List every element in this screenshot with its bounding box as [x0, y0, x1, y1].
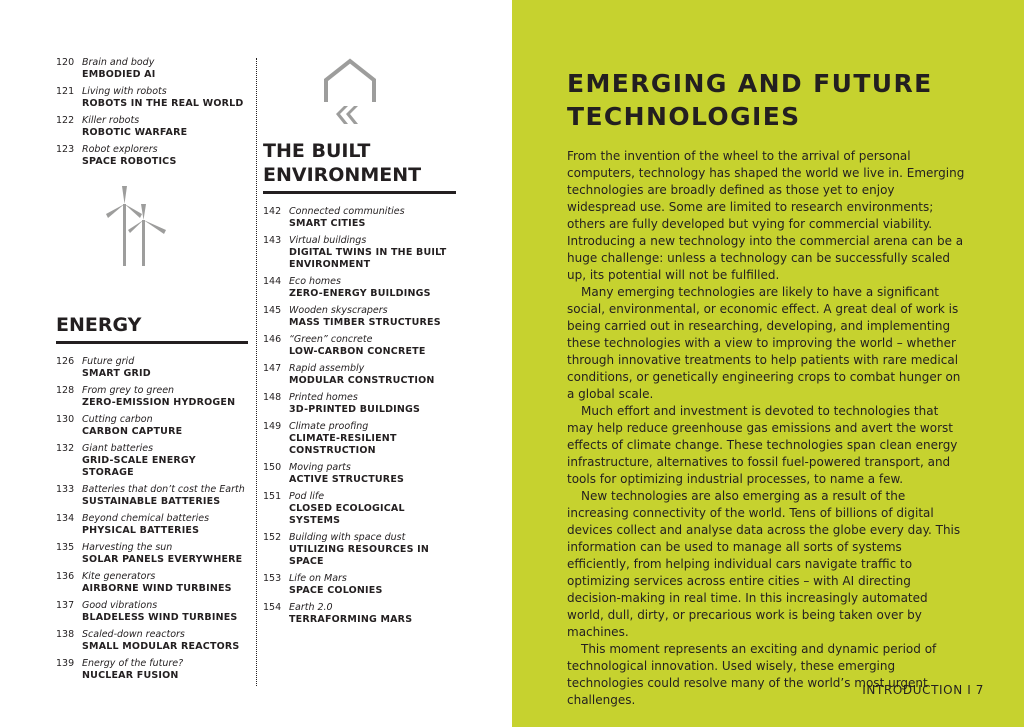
entry-title: LOW-CARBON CONCRETE: [289, 346, 426, 357]
entry-text: [289, 206, 459, 230]
built-environment-entries: [263, 206, 459, 626]
page-number: 154: [263, 602, 282, 613]
entry-title: CLIMATE-RESILIENT CONSTRUCTION: [289, 433, 397, 456]
contents-entry: [263, 462, 459, 486]
contents-entry: [263, 276, 459, 300]
entry-subtitle: Cutting carbon: [82, 414, 153, 425]
entry-subtitle: Virtual buildings: [289, 235, 367, 246]
entry-text: [82, 356, 248, 380]
entry-title: CLOSED ECOLOGICAL SYSTEMS: [289, 503, 405, 526]
built-environment-heading: THE BUILT ENVIRONMENT: [263, 139, 456, 194]
entry-text: [289, 392, 459, 416]
contents-entry: [56, 513, 248, 537]
entry-title: SUSTAINABLE BATTERIES: [82, 496, 221, 507]
contents-entry: [56, 571, 248, 595]
entry-title: EMBODIED AI: [82, 69, 156, 80]
entry-title: UTILIZING RESOURCES IN SPACE: [289, 544, 430, 567]
page-number: 138: [56, 629, 75, 640]
entry-subtitle: Living with robots: [82, 86, 167, 97]
entry-subtitle: Moving parts: [289, 462, 351, 473]
entry-subtitle: Batteries that don’t cost the Earth: [82, 484, 245, 495]
entry-text: [289, 421, 459, 457]
entry-title: ACTIVE STRUCTURES: [289, 474, 405, 485]
contents-entry: [263, 363, 459, 387]
entry-title: MASS TIMBER STRUCTURES: [289, 317, 441, 328]
introduction-text: [567, 148, 965, 709]
intro-paragraph: This moment represents an exciting and dynamic period of technological innovation. Used wisely, these emerging technologies could resolve many of the world’s most urgent challenges.: [567, 642, 937, 707]
entry-subtitle: Climate proofing: [289, 421, 369, 432]
entry-subtitle: “Green” concrete: [289, 334, 373, 345]
entry-text: [289, 491, 459, 527]
contents-entry: [56, 484, 248, 508]
page-number: 128: [56, 385, 75, 396]
entry-subtitle: Eco homes: [289, 276, 341, 287]
entry-title: SPACE COLONIES: [289, 585, 383, 596]
page-number: 121: [56, 86, 75, 97]
contents-entry: [263, 392, 459, 416]
contents-entry: [263, 421, 459, 457]
entry-text: [82, 629, 248, 653]
entry-text: [82, 86, 248, 110]
contents-entry: [56, 629, 248, 653]
page-number: 126: [56, 356, 75, 367]
contents-entry: [56, 542, 248, 566]
entry-title: ZERO-EMISSION HYDROGEN: [82, 397, 236, 408]
entry-subtitle: Beyond chemical batteries: [82, 513, 210, 524]
entry-text: [289, 235, 459, 271]
contents-entry: [56, 115, 248, 139]
page-number: 147: [263, 363, 282, 374]
entry-title: SMART GRID: [82, 368, 151, 379]
contents-entry: [56, 57, 248, 81]
intro-paragraph: New technologies are also emerging as a result of the increasing connectivity of the world. Tens of billions of digital devices collect and analyse data across the globe every day. This information can be used to manage all sorts of systems efficiently, from helping individual cars navigate traffic to optimizing services across entire cities – with AI directing decision-making in real time. In this increasingly automated world, dull, dirty, or precarious work is being taken over by machines.: [567, 489, 961, 639]
entry-title: SMART CITIES: [289, 218, 366, 229]
entry-subtitle: Future grid: [82, 356, 135, 367]
page-number: 122: [56, 115, 75, 126]
contents-entry: [263, 532, 459, 568]
entry-text: [289, 334, 459, 358]
entry-subtitle: Earth 2.0: [289, 602, 333, 613]
intro-paragraph: From the invention of the wheel to the arrival of personal computers, technology has shaped the world we live in. Emerging technologies are broadly defined as those yet to enjoy widespread use. Some are limited to research environments; others are fully developed but vying for commercial viability. Introducing a new technology into the commercial arena can be a huge challenge: unless a technology can be successfully scaled up, its potential will not be fulfilled.: [567, 149, 965, 282]
contents-entry: [56, 658, 248, 682]
page-number: 152: [263, 532, 282, 543]
energy-entries: [56, 356, 248, 682]
entry-subtitle: Printed homes: [289, 392, 358, 403]
entry-text: [82, 513, 248, 537]
entry-title: GRID-SCALE ENERGY STORAGE: [82, 455, 196, 478]
contents-entry: [56, 385, 248, 409]
house-icon: [322, 58, 380, 132]
contents-entry: [263, 602, 459, 626]
entry-title: MODULAR CONSTRUCTION: [289, 375, 435, 386]
contents-entry: [56, 144, 248, 168]
entry-text: [82, 542, 248, 566]
contents-entry: [56, 443, 248, 479]
contents-entry: [56, 356, 248, 380]
page-number: 150: [263, 462, 282, 473]
entry-title: ROBOTS IN THE REAL WORLD: [82, 98, 244, 109]
contents-entry: [263, 491, 459, 527]
entry-text: [289, 305, 459, 329]
entry-subtitle: Pod life: [289, 491, 325, 502]
entry-subtitle: Giant batteries: [82, 443, 154, 454]
page-number: 142: [263, 206, 282, 217]
entry-title: SPACE ROBOTICS: [82, 156, 177, 167]
page-footer: INTRODUCTION I 7: [862, 683, 984, 697]
page-number: 149: [263, 421, 282, 432]
entry-subtitle: Connected communities: [289, 206, 405, 217]
entry-title: BLADELESS WIND TURBINES: [82, 612, 238, 623]
chapter-title: EMERGING AND FUTURE TECHNOLOGIES: [567, 69, 933, 131]
page-number: 133: [56, 484, 75, 495]
entry-text: [289, 462, 459, 486]
robotics-entries: [56, 57, 248, 168]
entry-subtitle: Energy of the future?: [82, 658, 184, 669]
entry-subtitle: Scaled-down reactors: [82, 629, 185, 640]
entry-subtitle: Killer robots: [82, 115, 140, 126]
contents-column-1: [56, 57, 248, 687]
entry-text: [82, 443, 248, 479]
intro-paragraph: Many emerging technologies are likely to have a significant social, environmental, or economic effect. A great deal of work is being carried out in researching, developing, and implementing these technologies with a view to improving the world – whether through innovative treatments to help patients with rare medical conditions, or genetically engineering crops to combat hunger on a global scale.: [567, 285, 961, 401]
entry-text: [289, 573, 459, 597]
page-number: 137: [56, 600, 75, 611]
entry-subtitle: Rapid assembly: [289, 363, 365, 374]
entry-title: SMALL MODULAR REACTORS: [82, 641, 240, 652]
entry-subtitle: Brain and body: [82, 57, 155, 68]
entry-title: CARBON CAPTURE: [82, 426, 183, 437]
entry-text: [82, 658, 248, 682]
entry-title: ROBOTIC WARFARE: [82, 127, 188, 138]
page-number: 120: [56, 57, 75, 68]
contents-entry: [263, 206, 459, 230]
entry-title: 3D-PRINTED BUILDINGS: [289, 404, 421, 415]
page-number: 143: [263, 235, 282, 246]
page-number: 132: [56, 443, 75, 454]
entry-title: AIRBORNE WIND TURBINES: [82, 583, 232, 594]
entry-subtitle: Kite generators: [82, 571, 156, 582]
page-number: 153: [263, 573, 282, 584]
page-number: 145: [263, 305, 282, 316]
entry-title: NUCLEAR FUSION: [82, 670, 179, 681]
entry-text: [289, 602, 459, 626]
entry-text: [289, 276, 459, 300]
page-number: 151: [263, 491, 282, 502]
entry-text: [289, 363, 459, 387]
entry-text: [82, 144, 248, 168]
page-number: 130: [56, 414, 75, 425]
entry-subtitle: From grey to green: [82, 385, 175, 396]
wind-turbines-icon: [100, 186, 170, 272]
page-number: 146: [263, 334, 282, 345]
entry-text: [82, 414, 248, 438]
page-number: 148: [263, 392, 282, 403]
contents-entry: [263, 334, 459, 358]
page-number: 123: [56, 144, 75, 155]
page-number: 135: [56, 542, 75, 553]
entry-subtitle: Robot explorers: [82, 144, 158, 155]
page-number: 144: [263, 276, 282, 287]
entry-text: [82, 385, 248, 409]
intro-paragraph: Much effort and investment is devoted to technologies that may help reduce greenhouse gas emissions and avert the worst effects of climate change. These technologies span clean energy infrastructure, alternatives to fossil fuel-powered transport, and tools for optimizing industrial processes, to name a few.: [567, 404, 958, 486]
entry-text: [82, 571, 248, 595]
entry-title: TERRAFORMING MARS: [289, 614, 413, 625]
entry-text: [82, 600, 248, 624]
entry-subtitle: Harvesting the sun: [82, 542, 173, 553]
contents-entry: [263, 573, 459, 597]
page-number: 136: [56, 571, 75, 582]
entry-subtitle: Life on Mars: [289, 573, 347, 584]
contents-entry: [56, 86, 248, 110]
entry-subtitle: Building with space dust: [289, 532, 406, 543]
contents-entry: [56, 414, 248, 438]
entry-title: DIGITAL TWINS IN THE BUILT ENVIRONMENT: [289, 247, 447, 270]
entry-text: [82, 115, 248, 139]
contents-entry: [263, 235, 459, 271]
entry-text: [82, 484, 248, 508]
contents-column-2: [263, 57, 459, 631]
page-number: 134: [56, 513, 75, 524]
entry-subtitle: Wooden skyscrapers: [289, 305, 388, 316]
energy-heading: ENERGY: [56, 313, 248, 344]
contents-entry: [56, 600, 248, 624]
entry-text: [289, 532, 459, 568]
entry-title: SOLAR PANELS EVERYWHERE: [82, 554, 243, 565]
entry-title: PHYSICAL BATTERIES: [82, 525, 200, 536]
page-number: 139: [56, 658, 75, 669]
contents-entry: [263, 305, 459, 329]
entry-text: [82, 57, 248, 81]
entry-title: ZERO-ENERGY BUILDINGS: [289, 288, 431, 299]
entry-subtitle: Good vibrations: [82, 600, 158, 611]
column-divider: [256, 58, 257, 686]
